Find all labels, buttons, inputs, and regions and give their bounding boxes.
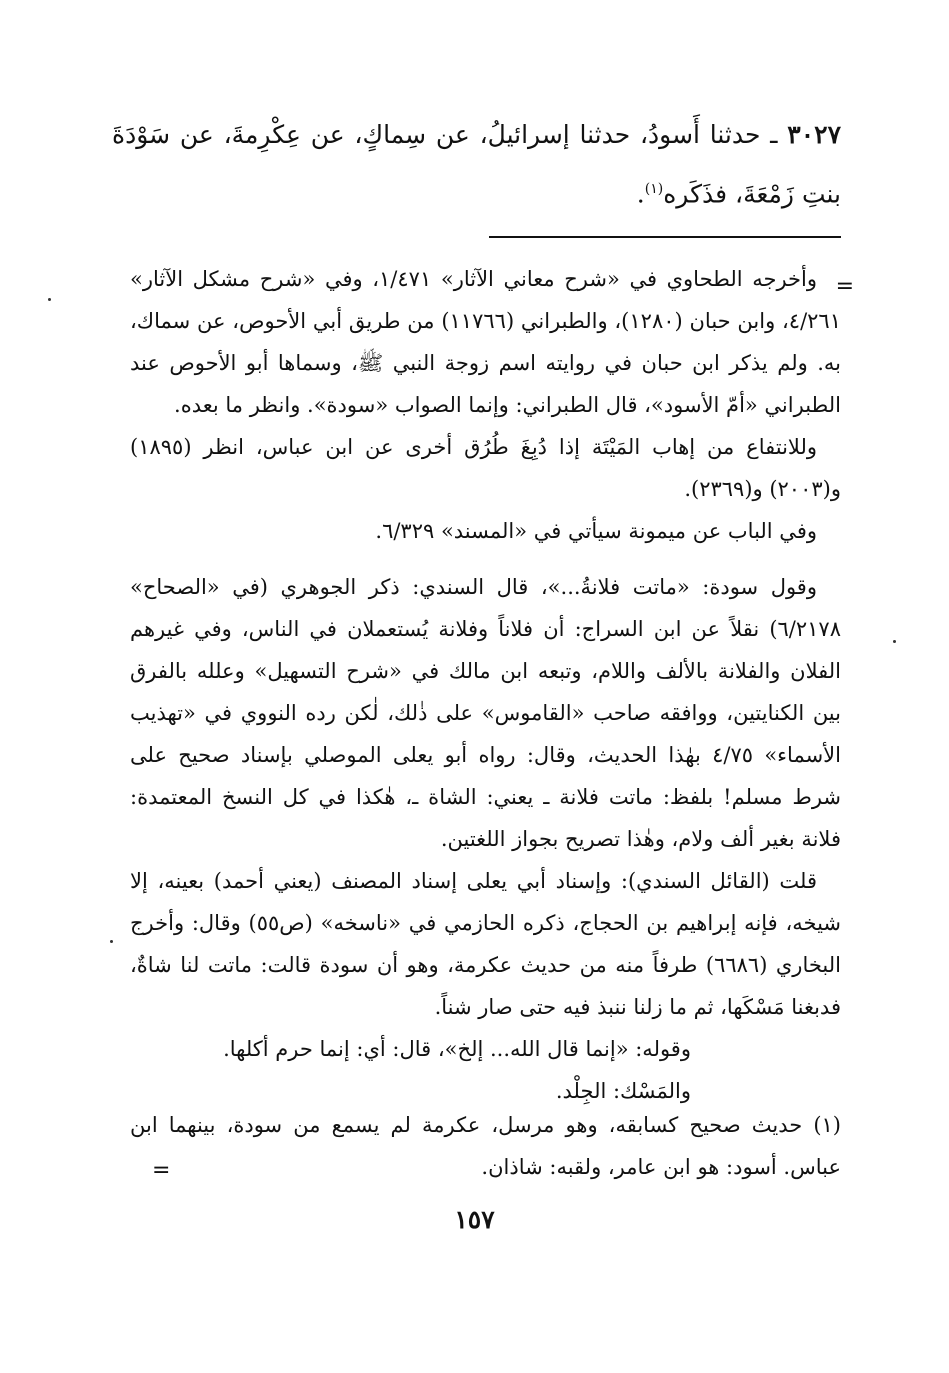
continuation-mark-top: = <box>835 274 854 299</box>
note-paragraph: وأخرجه الطحاوي في «شرح معاني الآثار» ١/٤٧١، وفي «شرح مشكل الآثار» ٤/٢٦١، وابن حبان (١٢٨٠)، والطبراني (١١٧٦٦) من طريق أبي الأحوص، عن سماك، به. ولم يذكر ابن حبان في روايته اسم زوجة النبي ﷺ، وسماها أبو الأحوص عند الطبراني «أمّ الأسود»، قال الطبراني: وإنما الصواب «سودة». وانظر ما بعده. <box>130 267 841 417</box>
note-paragraph: قلت (القائل السندي): وإسناد أبي يعلى إسناد المصنف (يعني أحمد) بعينه، إلا شيخه، فإنه إبراهيم بن الحجاج، ذكره الحازمي في «ناسخه» (ص٥٥) وقال: وأخرج البخاري (٦٦٨٦) طرفاً منه من حديث عكرمة، وهو أن سودة قالت: ماتت لنا شاةٌ، فدبغنا مَسْكَها، ثم ما زلنا ننبذ فيه حتى صار شناً. <box>130 869 842 1019</box>
continuation-mark-bottom: = <box>152 1158 171 1183</box>
hadith-number: ٣٠٢٧ <box>787 120 841 149</box>
note-paragraph: والمَسْك: الجِلْد. <box>555 1079 691 1103</box>
hadith-text <box>112 108 841 221</box>
note-paragraph: وللانتفاع من إهاب المَيْتَة إذا دُبِغَ طُرُق أخرى عن ابن عباس، انظر (١٨٩٥) و(٢٠٠٣) و(٢٣٦٩). <box>130 435 841 501</box>
hadith-body: ـ حدثنا أَسودُ، حدثنا إسرائيلُ، عن سِماكٍ، عن عِكْرِمةَ، عن سَوْدَةَ بنتِ زَمْعَةَ، فذَكَره <box>112 120 841 209</box>
speck <box>110 940 113 943</box>
separator-rule <box>489 236 841 238</box>
page-number: ١٥٧ <box>454 1205 495 1234</box>
speck <box>48 298 51 301</box>
footnote: (١) حديث صحيح كسابقه، وهو مرسل، عكرمة لم يسمع من سودة، بينهما ابن عباس. أسود: هو ابن عامر، ولقبه: شاذان. <box>130 1113 841 1179</box>
note-paragraph: وقوله: «إنما قال الله... إلخ»، قال: أي: إنما حرم أكلها. <box>223 1037 691 1061</box>
note-paragraph: وفي الباب عن ميمونة سيأتي في «المسند» ٦/٣٢٩. <box>375 519 817 543</box>
footnote-ref: (١) <box>644 181 664 197</box>
note-paragraph: وقول سودة: «ماتت فلانةُ...»، قال السندي: ذكر الجوهري (في «الصحاح» ٦/٢١٧٨) نقلاً عن ابن السراج: أن فلاناً وفلانة يُستعملان في الناس، وفي غيرهم الفلان والفلانة بالألف واللام، وتبعه ابن مالك في «شرح التسهيل» وعلله بالفرق بين الكنايتين، ووافقه صاحب «القاموس» على ذٰلك، لٰكن رده النووي في «تهذيب الأسماء» ٤/٧٥ بهٰذا الحديث، وقال: رواه أبو يعلى الموصلي بإسناد صحيح على شرط مسلم! بلفظ: ماتت فلانة ـ يعني: الشاة ـ، هٰكذا في كل النسخ المعتمدة: فلانة بغير ألف ولام، وهٰذا تصريح بجواز اللغتين. <box>130 575 841 851</box>
hadith-end: . <box>636 179 645 209</box>
notes-section <box>130 258 841 1112</box>
speck <box>893 640 896 643</box>
